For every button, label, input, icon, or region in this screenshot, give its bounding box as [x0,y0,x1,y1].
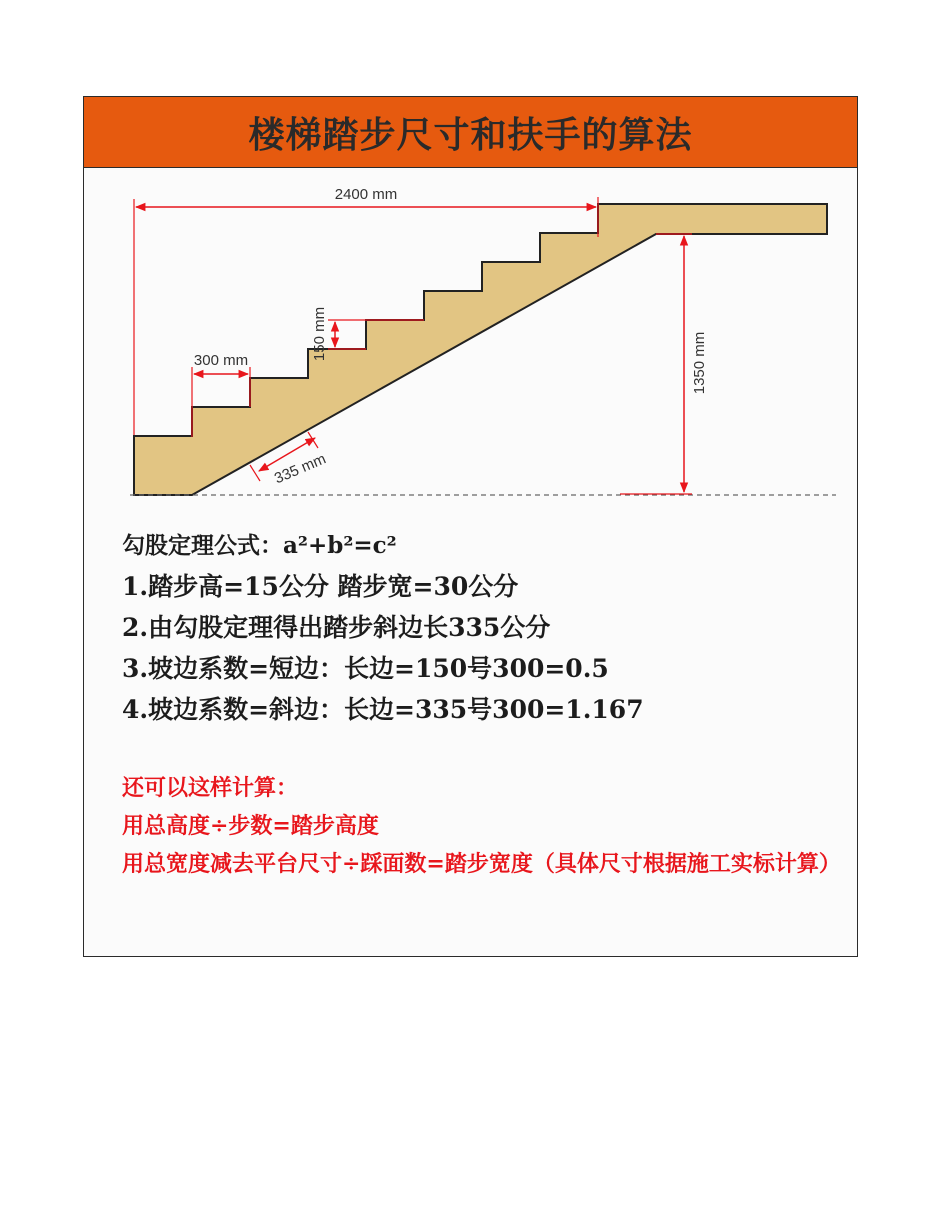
formula-list [122,525,842,730]
formula-item-4: 4.坡边系数=斜边：长边=335号300=1.167 [122,695,644,724]
formula-item-1: 1.踏步高=15公分 踏步宽=30公分 [122,572,519,601]
height-label: 1350 mm [691,331,708,395]
alt-height-rule: 用总高度÷步数=踏步高度 [122,813,379,839]
formula-item-2: 2.由勾股定理得出踏步斜边长335公分 [122,613,551,642]
slope-extension-left [250,465,260,481]
staircase-shape [134,204,827,495]
title-banner [84,97,857,168]
riser-label: 150 mm [311,306,328,362]
pythagorean-formula: 勾股定理公式：a²+b²=c² [122,532,397,559]
alt-width-rule: 用总宽度减去平台尺寸÷踩面数=踏步宽度（具体尺寸根据施工实标计算） [122,851,841,877]
stair-card [83,96,858,957]
page-title: 楼梯踏步尺寸和扶手的算法 [248,114,693,156]
alternative-method [122,769,842,883]
alt-heading: 还可以这样计算： [122,775,299,801]
slope-label: 335 mm [271,450,329,488]
stair-diagram [84,167,857,507]
width-label: 2400 mm [334,186,398,203]
formula-item-3: 3.坡边系数=短边：长边=150号300=0.5 [122,654,609,683]
tread-label: 300 mm [193,352,249,369]
